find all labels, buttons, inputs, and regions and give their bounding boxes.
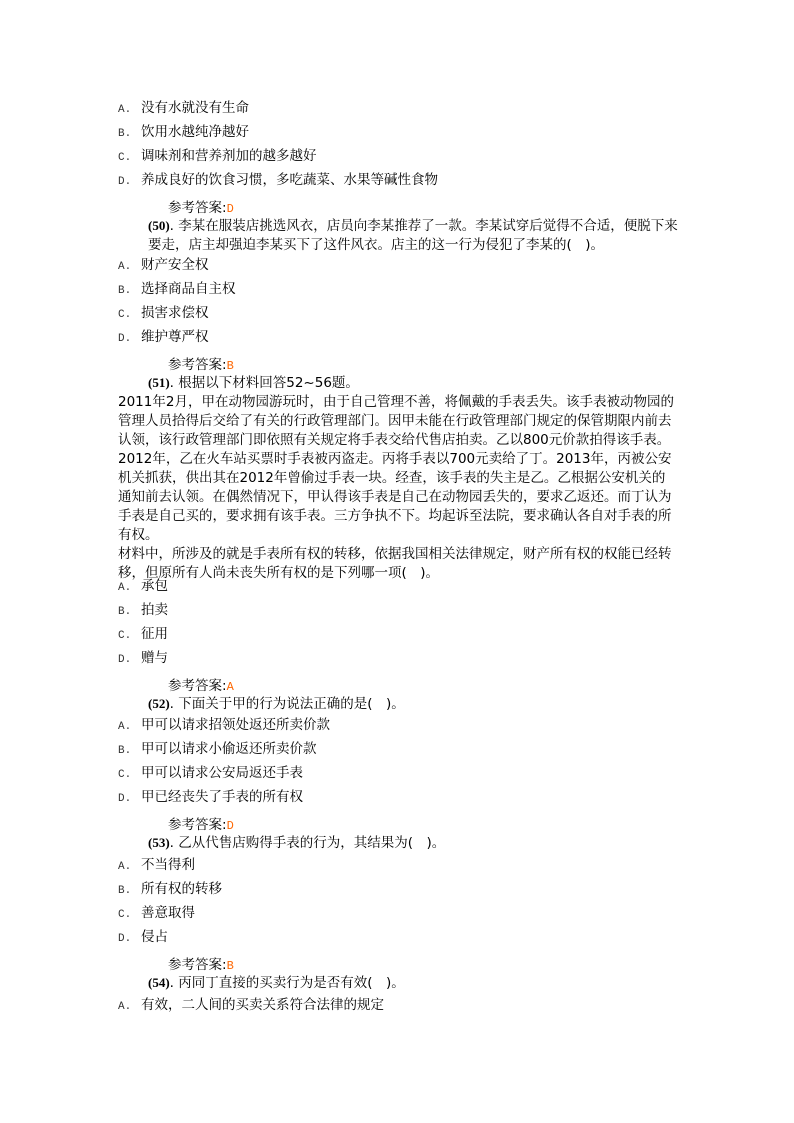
option-d	[118, 787, 303, 807]
option-text: 损害求偿权	[141, 305, 209, 321]
option-text: 养成良好的饮食习惯，多吃蔬菜、水果等碱性食物	[141, 172, 438, 188]
question-51	[118, 373, 678, 583]
option-letter: D.	[118, 333, 132, 345]
option-text: 拍卖	[141, 602, 168, 618]
option-letter: A.	[118, 104, 132, 116]
option-text: 饮用水越纯净越好	[141, 124, 249, 140]
option-letter: C.	[118, 769, 132, 781]
option-b	[118, 122, 249, 142]
answer-label: 参考答案:	[168, 200, 227, 216]
answer-label: 参考答案:	[168, 817, 227, 833]
option-d	[118, 327, 209, 347]
question-number: (52)	[148, 696, 170, 711]
option-letter: B.	[118, 745, 132, 757]
option-b	[118, 879, 222, 899]
option-letter: C.	[118, 630, 132, 642]
option-c	[118, 903, 195, 923]
answer-value: D	[226, 202, 234, 216]
question-number: (50)	[148, 218, 170, 233]
option-letter: C.	[118, 309, 132, 321]
option-text: 征用	[141, 626, 168, 642]
answer-label: 参考答案:	[168, 957, 227, 973]
option-a	[118, 995, 384, 1015]
option-text: 财产安全权	[141, 257, 209, 273]
option-text: 甲可以请求公安局返还手表	[141, 765, 303, 781]
question-52	[118, 694, 678, 714]
question-stem: . 李某在服装店挑选风衣，店员向李某推荐了一款。李某试穿后觉得不合适，便脱下来要走，店主却强迫李某买下了这件风衣。店主的这一行为侵犯了李某的( )。	[148, 218, 678, 253]
option-c	[118, 303, 209, 323]
reference-answer	[168, 199, 234, 217]
option-text: 所有权的转移	[141, 881, 222, 897]
question-number: (54)	[148, 975, 170, 990]
question-number: (51)	[148, 375, 170, 390]
option-text: 甲已经丧失了手表的所有权	[141, 789, 303, 805]
reference-answer	[168, 816, 234, 834]
option-text: 调味剂和营养剂加的越多越好	[141, 148, 317, 164]
option-a	[118, 576, 168, 596]
option-text: 赠与	[141, 650, 168, 666]
reference-answer	[168, 956, 234, 974]
material-paragraph: 2011年2月，甲在动物园游玩时，由于自己管理不善，将佩戴的手表丢失。该手表被动物园的管理人员拾得后交给了有关的行政管理部门。因甲未能在行政管理部门规定的保管期限内前去认领，该行政管理部门即依照有关规定将手表交给代售店拍卖。乙以800元价款拍得该手表。2012年，乙在火车站买票时手表被丙盗走。丙将手表以700元卖给了丁。2013年，丙被公安机关抓获，供出其在2012年曾偷过手表一块。经查，该手表的失主是乙。乙根据公安机关的通知前去认领。在偶然情况下，甲认得该手表是自己在动物园丢失的，要求乙返还。而丁认为手表是自己买的，要求拥有该手表。三方争执不下。均起诉至法院，要求确认各自对手表的所有权。	[118, 394, 674, 543]
option-letter: A.	[118, 1001, 132, 1013]
question-50	[118, 216, 678, 255]
answer-label: 参考答案:	[168, 678, 227, 694]
reference-answer	[168, 356, 234, 374]
question-stem: . 下面关于甲的行为说法正确的是( )。	[169, 696, 405, 712]
option-text: 甲可以请求招领处返还所卖价款	[141, 717, 330, 733]
option-d	[118, 170, 438, 190]
option-letter: D.	[118, 654, 132, 666]
option-d	[118, 648, 168, 668]
answer-label: 参考答案:	[168, 357, 227, 373]
option-c	[118, 624, 168, 644]
option-letter: C.	[118, 909, 132, 921]
answer-value: D	[226, 819, 234, 833]
option-text: 侵占	[141, 929, 168, 945]
question-53	[118, 833, 678, 853]
question-54	[118, 973, 678, 993]
option-text: 选择商品自主权	[141, 281, 236, 297]
option-letter: C.	[118, 152, 132, 164]
option-letter: A.	[118, 861, 132, 873]
option-letter: A.	[118, 261, 132, 273]
option-letter: D.	[118, 793, 132, 805]
answer-value: B	[226, 359, 234, 373]
option-letter: B.	[118, 285, 132, 297]
option-text: 维护尊严权	[141, 329, 209, 345]
option-b	[118, 279, 236, 299]
option-letter: B.	[118, 885, 132, 897]
answer-value: B	[226, 959, 234, 973]
question-text: 材料中，所涉及的就是手表所有权的转移，依据我国相关法律规定，财产所有权的权能已经转移，但原所有人尚未丧失所有权的是下列哪一项( )。	[118, 546, 672, 581]
option-text: 善意取得	[141, 905, 195, 921]
option-text: 甲可以请求小偷返还所卖价款	[141, 741, 317, 757]
reference-answer	[168, 677, 234, 695]
option-d	[118, 927, 168, 947]
question-stem: . 丙同丁直接的买卖行为是否有效( )。	[169, 975, 405, 991]
answer-value: A	[226, 680, 234, 694]
option-a	[118, 255, 209, 275]
option-c	[118, 146, 317, 166]
option-a	[118, 715, 330, 735]
option-c	[118, 763, 303, 783]
option-a	[118, 98, 249, 118]
question-stem: . 根据以下材料回答52~56题。	[169, 375, 359, 391]
question-stem: . 乙从代售店购得手表的行为，其结果为( )。	[169, 835, 446, 851]
option-text: 承包	[141, 578, 168, 594]
option-letter: B.	[118, 606, 132, 618]
option-a	[118, 855, 195, 875]
option-letter: A.	[118, 721, 132, 733]
option-b	[118, 600, 168, 620]
option-letter: A.	[118, 582, 132, 594]
option-text: 有效，二人间的买卖关系符合法律的规定	[141, 997, 384, 1013]
option-text: 没有水就没有生命	[141, 100, 249, 116]
option-letter: B.	[118, 128, 132, 140]
question-number: (53)	[148, 835, 170, 850]
option-b	[118, 739, 317, 759]
option-letter: D.	[118, 176, 132, 188]
option-letter: D.	[118, 933, 132, 945]
option-text: 不当得利	[141, 857, 195, 873]
